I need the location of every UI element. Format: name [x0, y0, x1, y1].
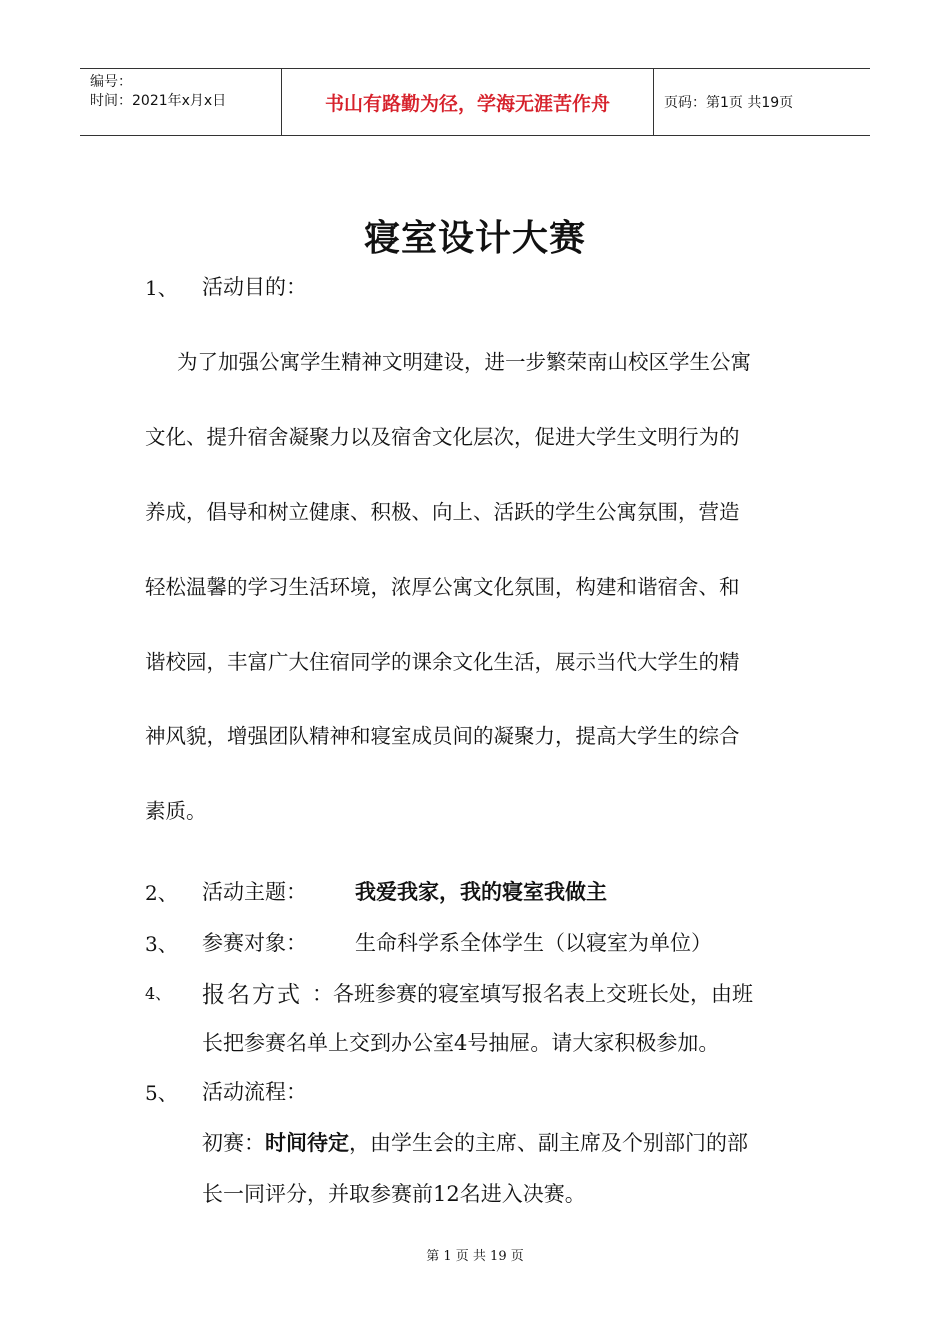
paragraph-line: 养成，倡导和树立健康、积极、向上、活跃的学生公寓氛围，营造: [145, 500, 740, 524]
section5-number: 5、: [145, 1081, 178, 1105]
section5-heading: 活动流程：: [202, 1080, 307, 1104]
paragraph-line: 文化、提升宿舍凝聚力以及宿舍文化层次，促进大学生文明行为的: [145, 425, 740, 449]
section2-heading: 活动主题：: [202, 880, 307, 904]
section5-line1-rest: ，由学生会的主席、副主席及个别部门的部: [349, 1131, 748, 1155]
section4-line1: ：各班参赛的寝室填写报名表上交班长处，由班: [312, 982, 753, 1006]
paragraph-line: 神风貌，增强团队精神和寝室成员间的凝聚力，提高大学生的综合: [145, 724, 740, 748]
paragraph-line: 素质。: [145, 799, 207, 823]
paragraph-line: 为了加强公寓学生精神文明建设，进一步繁荣南山校区学生公寓: [177, 350, 751, 374]
section5-line2: 长一同评分，并取参赛前12名进入决赛。: [202, 1182, 586, 1206]
section5-prefix: 初赛：: [202, 1131, 265, 1155]
page-header: [80, 68, 870, 136]
section2-number: 2、: [145, 881, 178, 905]
header-page-info: 页码：第1页 共19页: [664, 95, 794, 111]
section4-heading: 报名方式: [202, 982, 302, 1008]
document-title: 寝室设计大赛: [363, 217, 586, 259]
section3-number: 3、: [145, 932, 178, 956]
page-footer: 第 1 页 共 19 页: [426, 1249, 524, 1264]
section5-line1: [202, 1127, 748, 1157]
time-label: 时间：2021年x月x日: [90, 93, 227, 109]
section5-bold-text: 时间待定: [265, 1130, 349, 1155]
section1-number: 1、: [145, 276, 178, 300]
section4-line2: 长把参赛名单上交到办公室4号抽屉。请大家积极参加。: [202, 1031, 720, 1055]
section3-value: 生命科学系全体学生（以寝室为单位）: [355, 931, 712, 955]
header-motto: 书山有路勤为径，学海无涯苦作舟: [282, 69, 654, 135]
paragraph-line: 谐校园，丰富广大住宿同学的课余文化生活，展示当代大学生的精: [145, 650, 740, 674]
number-label: 编号：: [90, 74, 132, 90]
paragraph-line: 轻松温馨的学习生活环境，浓厚公寓文化氛围，构建和谐宿舍、和: [145, 575, 740, 599]
section4-number: 4、: [145, 984, 172, 1003]
header-meta: [80, 69, 282, 135]
section1-heading: 活动目的：: [202, 275, 307, 299]
section3-heading: 参赛对象：: [202, 931, 307, 955]
section2-value: 我爱我家，我的寝室我做主: [355, 879, 607, 904]
